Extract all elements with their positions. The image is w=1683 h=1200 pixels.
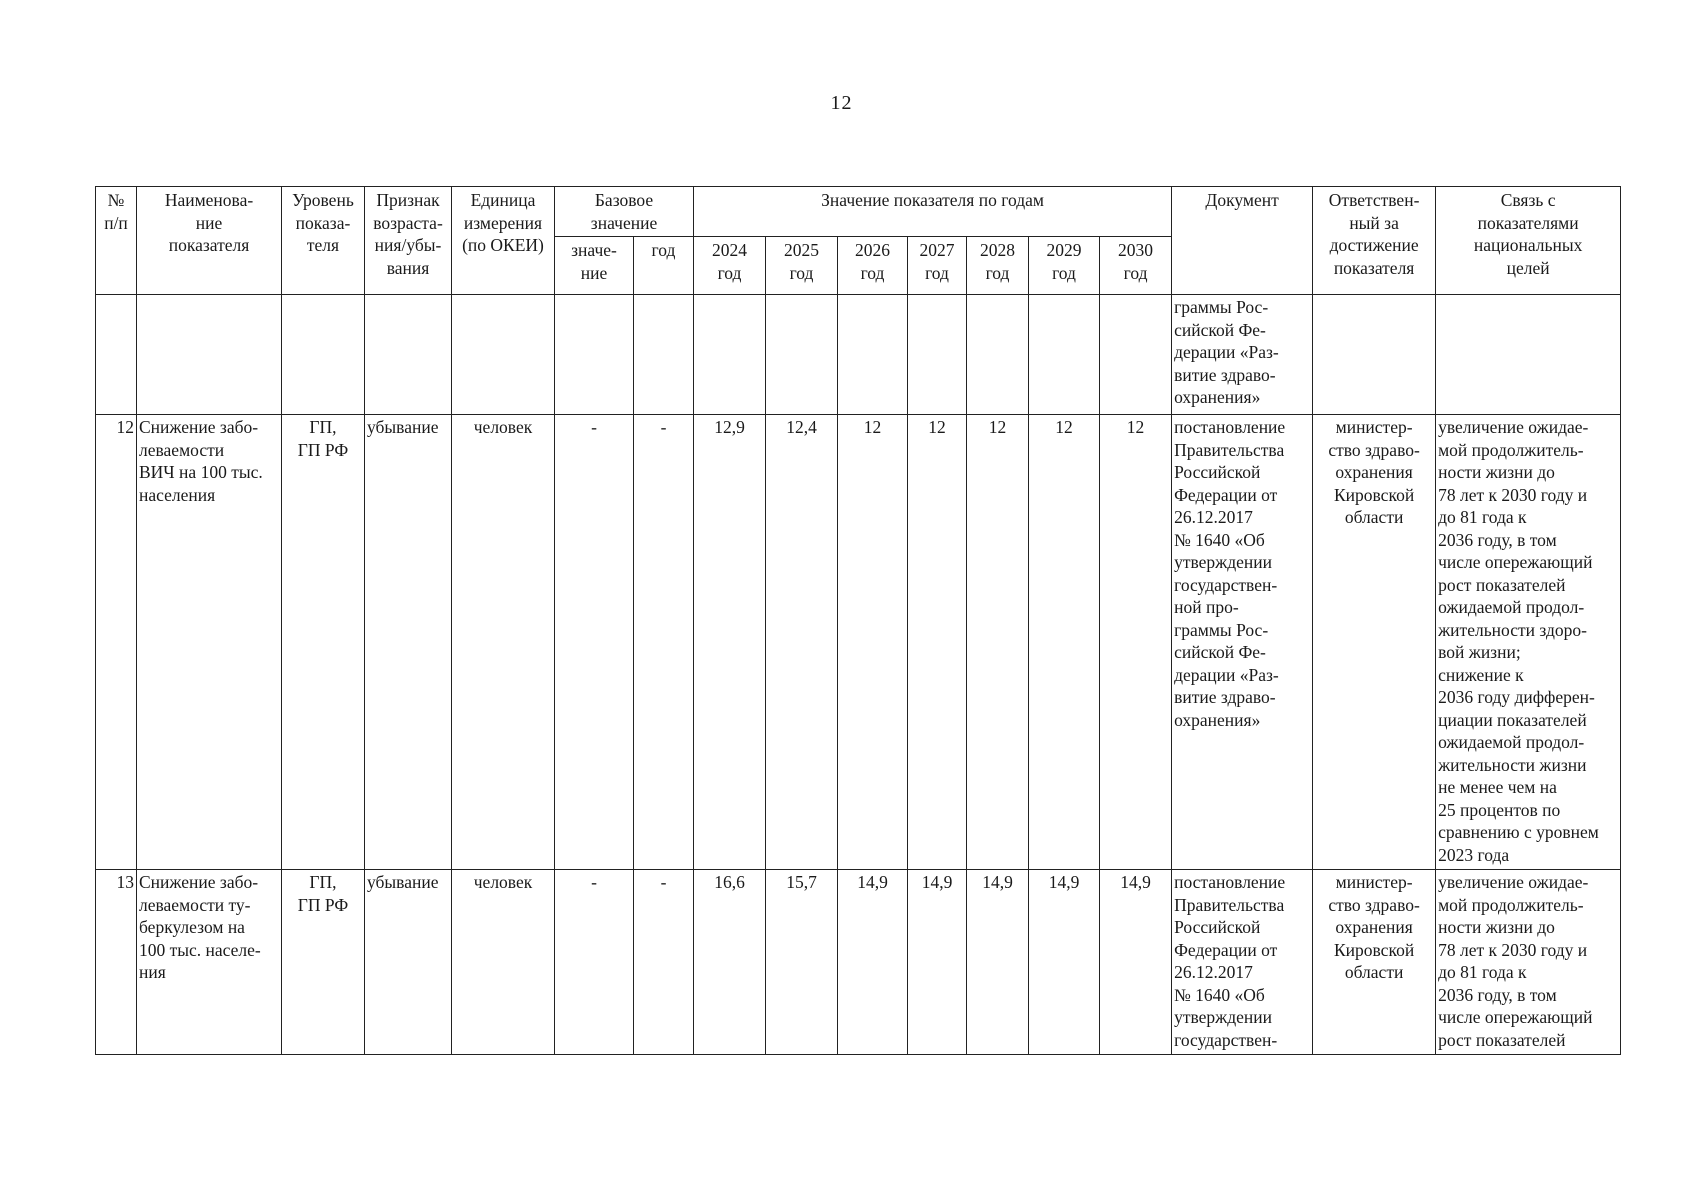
cell-num: 12 [96, 415, 137, 870]
cell-level: ГП, ГП РФ [282, 870, 365, 1055]
cell-empty [1100, 295, 1172, 415]
cell-empty [365, 295, 452, 415]
cell-empty [282, 295, 365, 415]
cell-value-2030: 14,9 [1100, 870, 1172, 1055]
header-base-year: год [634, 237, 694, 295]
header-base-value: значе- ние [555, 237, 634, 295]
cell-value-2029: 14,9 [1029, 870, 1100, 1055]
header-unit: Единица измерения (по ОКЕИ) [452, 187, 555, 295]
header-year-2030: 2030 год [1100, 237, 1172, 295]
header-year-2024: 2024 год [694, 237, 766, 295]
cell-document: граммы Рос- сийской Фе- дерации «Раз- витие здраво- охранения» [1172, 295, 1313, 415]
cell-responsible: министер- ство здраво- охранения Кировской области [1313, 870, 1436, 1055]
cell-empty [555, 295, 634, 415]
cell-unit: человек [452, 870, 555, 1055]
page-number: 12 [830, 92, 853, 114]
cell-sign: убывание [365, 415, 452, 870]
header-year-2028: 2028 год [967, 237, 1029, 295]
cell-value-2028: 14,9 [967, 870, 1029, 1055]
cell-value-2026: 14,9 [838, 870, 908, 1055]
cell-empty [1436, 295, 1621, 415]
header-year-2026: 2026 год [838, 237, 908, 295]
cell-link: увеличение ожидае- мой продолжитель- ности жизни до 78 лет к 2030 году и до 81 года к 2036 году, в том числе опережающий рост показателей [1436, 870, 1621, 1055]
header-base: Базовое значение [555, 187, 694, 237]
cell-empty [1029, 295, 1100, 415]
cell-value-2027: 12 [908, 415, 967, 870]
cell-responsible: министер- ство здраво- охранения Кировской области [1313, 415, 1436, 870]
cell-empty [1313, 295, 1436, 415]
header-link: Связь с показателями национальных целей [1436, 187, 1621, 295]
table-header [96, 187, 1621, 295]
header-responsible: Ответствен- ный за достижение показателя [1313, 187, 1436, 295]
cell-link: увеличение ожидае- мой продолжитель- ности жизни до 78 лет к 2030 году и до 81 года к 2036 году, в том числе опережающий рост показателей ожидаемой продол- жительности здоро- вой жизни; снижение к 2036 году дифферен- циации показателей ожидаемой продол- жительности жизни не менее чем на 25 процентов по сравнению с уровнем 2023 года [1436, 415, 1621, 870]
table-row [96, 415, 1621, 870]
cell-document: постановление Правительства Российской Федерации от 26.12.2017 № 1640 «Об утверждении государствен- ной про- граммы Рос- сийской Фе- дерации «Раз- витие здраво- охранения» [1172, 415, 1313, 870]
cell-base-year: - [634, 415, 694, 870]
table-row [96, 870, 1621, 1055]
cell-value-2024: 12,9 [694, 415, 766, 870]
cell-empty [967, 295, 1029, 415]
cell-value-2029: 12 [1029, 415, 1100, 870]
cell-value-2027: 14,9 [908, 870, 967, 1055]
header-values-by-year: Значение показателя по годам [694, 187, 1172, 237]
header-year-2029: 2029 год [1029, 237, 1100, 295]
header-level: Уровень показа- теля [282, 187, 365, 295]
header-sign: Признак возраста- ния/убы- вания [365, 187, 452, 295]
cell-base-year: - [634, 870, 694, 1055]
cell-empty [694, 295, 766, 415]
cell-value-2025: 12,4 [766, 415, 838, 870]
cell-empty [766, 295, 838, 415]
cell-empty [96, 295, 137, 415]
cell-value-2026: 12 [838, 415, 908, 870]
cell-empty [634, 295, 694, 415]
header-num: № п/п [96, 187, 137, 295]
cell-empty [452, 295, 555, 415]
cell-value-2025: 15,7 [766, 870, 838, 1055]
header-year-2027: 2027 год [908, 237, 967, 295]
header-document: Документ [1172, 187, 1313, 295]
cell-unit: человек [452, 415, 555, 870]
cell-name: Снижение забо- леваемости ВИЧ на 100 тыс. населения [137, 415, 282, 870]
indicators-table [95, 186, 1621, 1055]
cell-level: ГП, ГП РФ [282, 415, 365, 870]
cell-base-value: - [555, 870, 634, 1055]
header-name: Наименова- ние показателя [137, 187, 282, 295]
table-row-continuation [96, 295, 1621, 415]
header-year-2025: 2025 год [766, 237, 838, 295]
cell-empty [908, 295, 967, 415]
cell-value-2028: 12 [967, 415, 1029, 870]
cell-document: постановление Правительства Российской Федерации от 26.12.2017 № 1640 «Об утверждении государствен- [1172, 870, 1313, 1055]
cell-num: 13 [96, 870, 137, 1055]
cell-name: Снижение забо- леваемости ту- беркулезом на 100 тыс. населе- ния [137, 870, 282, 1055]
cell-value-2030: 12 [1100, 415, 1172, 870]
cell-sign: убывание [365, 870, 452, 1055]
cell-value-2024: 16,6 [694, 870, 766, 1055]
cell-base-value: - [555, 415, 634, 870]
cell-empty [137, 295, 282, 415]
cell-empty [838, 295, 908, 415]
